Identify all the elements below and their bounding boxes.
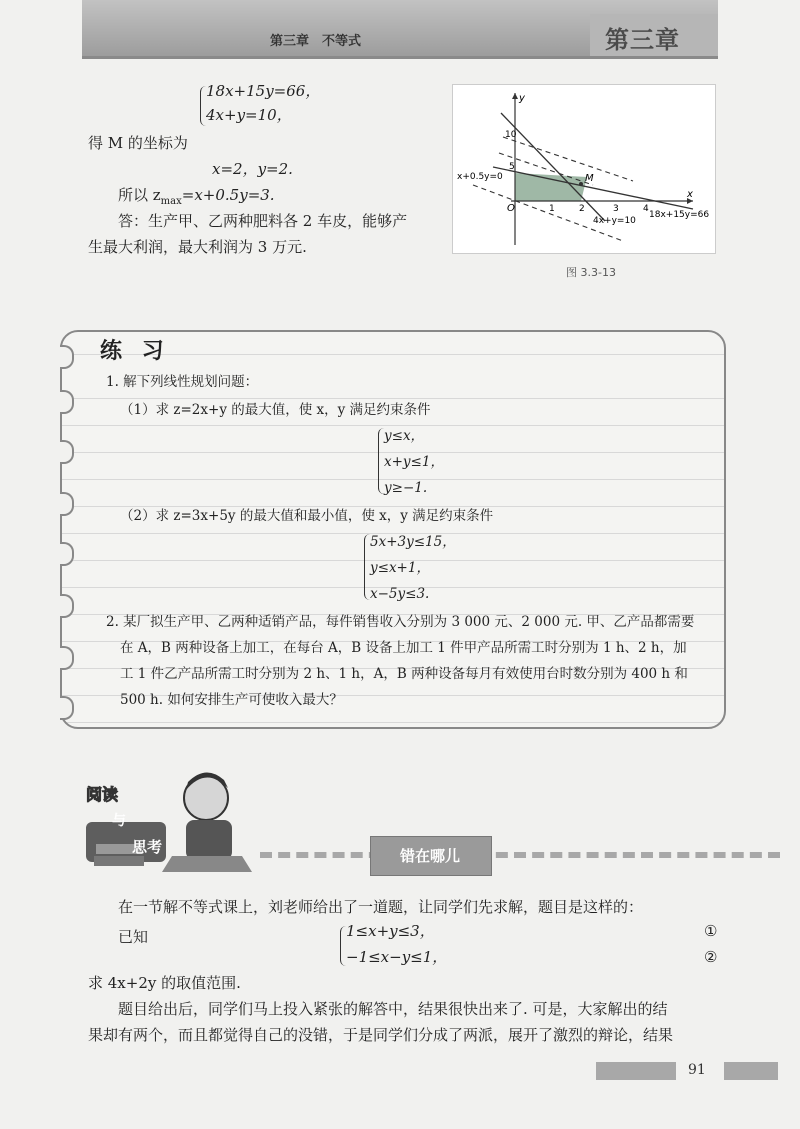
q1-1-constraint-2: x+y≤1， (384, 454, 444, 470)
boy-reading-illustration-icon (82, 760, 262, 880)
running-title: 第三章 不等式 (270, 34, 362, 49)
reading-paragraph-2-line-1: 题目给出后，同学们马上投入紧张的解答中，结果很快出来了. 可是，大家解出的结 (118, 1000, 668, 1018)
zmax-rest: =x+0.5y=3. (181, 186, 275, 204)
y-axis-arrow-icon (512, 93, 518, 99)
system-line-1: 18x+15y=66， (206, 82, 321, 100)
exercise-q2-line-1: 2. 某厂拟生产甲、乙两种适销产品，每件销售收入分别为 3 000 元、2 000 元. 甲、乙产品都需要 (106, 614, 695, 630)
footer-decor-bar (724, 1062, 778, 1080)
point-m-label: M (585, 173, 594, 184)
y-axis-label: y (519, 93, 525, 104)
exercise-q2-line-4: 500 h. 如何安排生产可使收入最大？ (120, 692, 343, 708)
reading-logo (82, 760, 262, 880)
q1-1-constraint-1: y≤x， (384, 428, 425, 444)
reading-banner-dashes (260, 852, 780, 858)
reading-paragraph-2-line-2: 果却有两个，而且都觉得自己的没错，于是同学们分成了两派，展开了激烈的辩论，结果 (88, 1026, 674, 1044)
page-number: 91 (688, 1062, 706, 1078)
m-coordinate-values: x=2，y=2. (212, 160, 293, 178)
reading-title: 错在哪儿 (400, 847, 461, 865)
footer-decor-bar (596, 1062, 676, 1080)
tick-10: 10 (505, 130, 517, 140)
tick-2: 2 (579, 204, 585, 214)
logo-text-think: 思考 (132, 838, 163, 856)
zmax-line (118, 184, 275, 213)
logo-text-and: 与 (112, 813, 126, 829)
q1-2-constraint-3: x−5y≤3. (370, 586, 430, 602)
inequality-marker-2: ② (704, 948, 718, 966)
origin-label: O (507, 203, 515, 214)
figure-caption: 图 3.3-13 (566, 266, 616, 279)
exercise-q2-line-3: 工 1 件乙产品所需工时分别为 2 h、1 h，A，B 两种设备每月有效使用台时数分别为 400 h 和 (120, 666, 688, 682)
answer-line-1: 答：生产甲、乙两种肥料各 2 车皮，能够产 (118, 212, 408, 230)
point-m (579, 182, 583, 186)
exercise-q1-2: （2）求 z=3x+5y 的最大值和最小值，使 x，y 满足约束条件 (120, 508, 494, 524)
zmax-subscript: max (160, 196, 182, 207)
inequality-1: 1≤x+y≤3， (346, 922, 435, 940)
q1-2-constraint-2: y≤x+1， (370, 560, 430, 576)
zmax-prefix: 所以 z (118, 186, 161, 204)
label-18x-15y-66: 18x+15y=66 (649, 210, 710, 220)
label-4x-y-10: 4x+y=10 (593, 216, 636, 226)
feasible-region (515, 173, 587, 201)
figure-graph (452, 84, 716, 254)
system-line-2: 4x+y=10， (206, 106, 292, 124)
chapter-label: 第三章 (605, 26, 680, 54)
tick-5: 5 (509, 162, 515, 172)
answer-line-2: 生最大利润，最大利润为 3 万元. (88, 238, 307, 256)
exercise-q1: 1. 解下列线性规划问题： (106, 374, 259, 390)
inequality-2: −1≤x−y≤1， (346, 948, 448, 966)
exercise-q1-1: （1）求 z=2x+y 的最大值，使 x，y 满足约束条件 (120, 402, 431, 418)
tick-3: 3 (613, 204, 619, 214)
logo-text-read: 阅读 (86, 785, 119, 804)
known-label: 已知 (118, 928, 149, 946)
reading-paragraph-1: 在一节解不等式课上，刘老师给出了一道题，让同学们先求解，题目是这样的： (118, 898, 644, 916)
exercise-heading: 练 习 (100, 339, 170, 364)
m-coordinate-text: 得 M 的坐标为 (88, 134, 188, 152)
inequality-marker-1: ① (704, 922, 718, 940)
tick-4: 4 (643, 204, 649, 214)
q1-1-constraint-3: y≥−1. (384, 480, 428, 496)
exercise-q2-line-2: 在 A，B 两种设备上加工，在每台 A，B 设备上加工 1 件甲产品所需工时分别为 1 h、2 h，加 (120, 640, 687, 656)
question-ask: 求 4x+2y 的取值范围. (88, 974, 241, 992)
tick-1: 1 (549, 204, 555, 214)
q1-2-constraint-1: 5x+3y≤15， (370, 534, 456, 550)
x-axis-label: x (687, 189, 693, 200)
figure-svg (453, 85, 715, 253)
label-x05y0: x+0.5y=0 (457, 172, 503, 182)
